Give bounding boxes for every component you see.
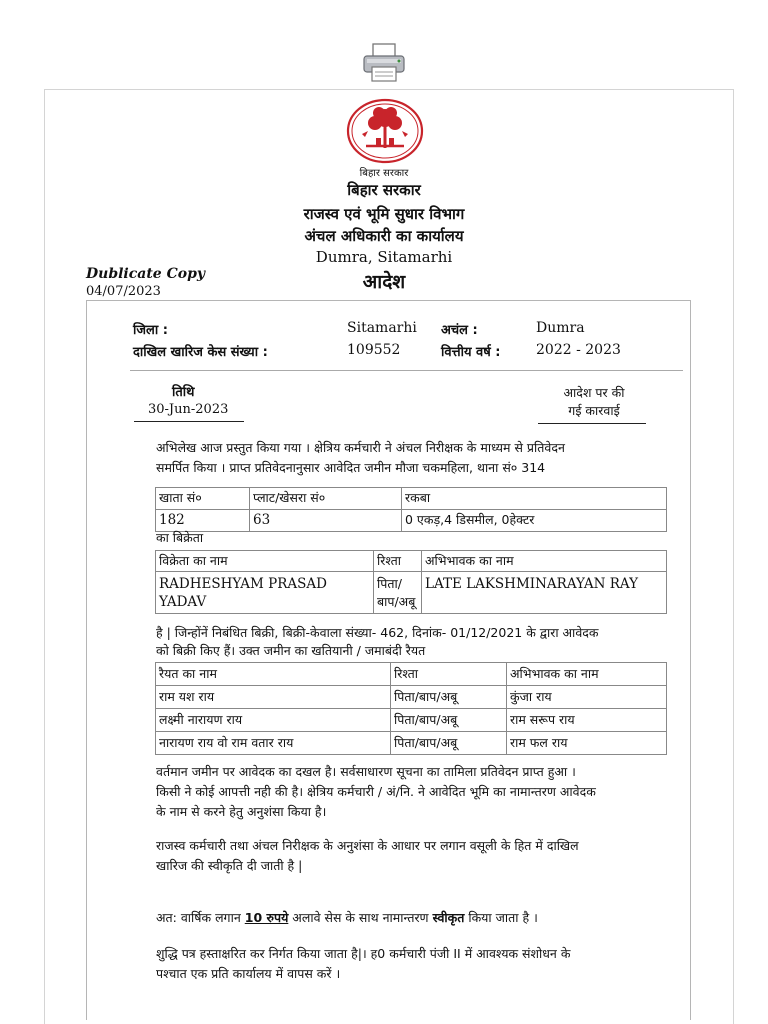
paragraph-line: शुद्धि पत्र हस्ताक्षरित कर निर्गत किया जाता है|। ह0 कर्मचारी पंजी II में आवश्यक संशोधन के	[156, 946, 571, 961]
table-header: रकबा	[402, 488, 667, 510]
case-number-label: दाखिल खारिज केस संख्या :	[133, 345, 268, 360]
table-header-row	[156, 551, 667, 572]
paragraph-possession	[156, 762, 596, 822]
action-line-1: आदेश पर की	[563, 385, 625, 400]
paragraph-line: को बिक्री किए हैं। उक्त जमीन का खतियानी / जमाबंदी रैयत	[156, 643, 426, 658]
paragraph-correction	[156, 944, 570, 984]
table-header: रिश्ता	[391, 663, 507, 686]
date-underline	[134, 421, 244, 422]
government-title: बिहार सरकार	[347, 181, 421, 199]
office-title: अंचल अधिकारी का कार्यालय	[304, 227, 464, 245]
raiyat-relation: पिता/बाप/अबू	[391, 732, 507, 755]
seller-relation: पिता/बाप/अबू	[374, 572, 422, 614]
table-row	[156, 572, 667, 614]
paragraph-line: के नाम से करने हेतु अनुशंसा किया है।	[156, 804, 327, 819]
circle-label: अचंल :	[441, 323, 478, 338]
case-number-value: 109552	[347, 342, 401, 358]
district-label: जिला :	[133, 323, 168, 338]
table-row	[156, 732, 667, 755]
duplicate-copy-label: Dublicate Copy	[86, 266, 205, 282]
table-header: रैयत का नाम	[156, 663, 391, 686]
raiyat-guardian: राम सरूप राय	[507, 709, 667, 732]
paragraph-line: है | जिन्होंनें निबंधित बिक्री, बिक्री-केवाला संख्या- 462, दिनांक- 01/12/2021 के द्वारा आवेदक	[156, 625, 599, 640]
seller-table	[155, 550, 667, 614]
raiyat-relation: पिता/बाप/अबू	[391, 709, 507, 732]
table-row	[156, 709, 667, 732]
paragraph-line: समर्पित किया । प्राप्त प्रतिवेदनानुसार आवेदित जमीन मौजा चकमहिला, थाना सं० 314	[156, 460, 546, 475]
paragraph-record	[156, 438, 565, 478]
table-header: प्लाट/खेसरा सं०	[250, 488, 402, 510]
paragraph-line: अभिलेख आज प्रस्तुत किया गया । क्षेत्रिय कर्मचारी ने अंचल निरीक्षक के माध्यम से प्रतिवेदन	[156, 440, 565, 455]
printer-icon[interactable]	[361, 42, 407, 84]
order-title: आदेश	[362, 271, 406, 293]
table-header: अभिभावक का नाम	[507, 663, 667, 686]
paragraph-line: पश्चात एक प्रति कार्यालय में वापस करें ।	[156, 966, 341, 981]
action-taken-label	[534, 384, 654, 420]
paragraph-line: किसी ने कोई आपत्ती नही की है। क्षेत्रिय कर्मचारी / अं/नि. ने आवेदित भूमि का नामान्तरण आवेदक	[156, 784, 596, 799]
paragraph-sale-deed	[156, 624, 599, 660]
seller-name: RADHESHYAM PRASAD YADAV	[156, 572, 374, 614]
table-row	[156, 510, 667, 532]
table-header-row	[156, 488, 667, 510]
table-row	[156, 686, 667, 709]
raiyat-guardian: कुंजा राय	[507, 686, 667, 709]
department-title: राजस्व एवं भूमि सुधार विभाग	[303, 205, 465, 223]
circle-value: Dumra	[536, 320, 585, 336]
paragraph-line: खारिज की स्वीकृति दी जाती है |	[156, 858, 303, 873]
date-label: तिथि	[172, 385, 195, 400]
financial-year-label: वित्तीय वर्ष :	[441, 345, 501, 360]
paragraph-line: वर्तमान जमीन पर आवेदक का दखल है। सर्वसाधारण सूचना का तामिला प्रतिवेदन प्राप्त हुआ ।	[156, 764, 576, 779]
paragraph-mutation-accepted	[156, 908, 538, 928]
rent-amount: 10 रुपये	[244, 910, 289, 925]
seller-guardian: LATE LAKSHMINARAYAN RAY	[422, 572, 667, 614]
office-location: Dumra, Sitamarhi	[315, 248, 453, 266]
raiyat-name: राम यश राय	[156, 686, 391, 709]
area-value: 0 एकड़,4 डिसमील, 0हेक्टर	[402, 510, 667, 532]
table-header: खाता सं०	[156, 488, 250, 510]
action-line-2: गई कारवाई	[568, 403, 620, 418]
table-header: विक्रेता का नाम	[156, 551, 374, 572]
text-segment: किया जाता है ।	[464, 910, 538, 925]
raiyat-table	[155, 662, 667, 755]
order-date: 30-Jun-2023	[148, 402, 229, 417]
table-header: अभिभावक का नाम	[422, 551, 667, 572]
table-header: रिश्ता	[374, 551, 422, 572]
financial-year-value: 2022 - 2023	[536, 342, 621, 358]
seller-intro: का बिक्रेता	[156, 530, 204, 545]
paragraph-recommendation	[156, 836, 579, 876]
land-table	[155, 487, 667, 532]
duplicate-copy-date: 04/07/2023	[86, 284, 161, 299]
raiyat-name: नारायण राय वो राम वतार राय	[156, 732, 391, 755]
plot-number: 63	[250, 510, 402, 532]
action-underline	[538, 423, 646, 424]
accepted-word: स्वीकृत	[432, 910, 465, 925]
table-header-row	[156, 663, 667, 686]
district-value: Sitamarhi	[347, 320, 417, 336]
raiyat-name: लक्ष्मी नारायण राय	[156, 709, 391, 732]
section-divider	[130, 370, 683, 371]
raiyat-guardian: राम फल राय	[507, 732, 667, 755]
seal-caption: बिहार सरकार	[359, 168, 409, 179]
paragraph-line: राजस्व कर्मचारी तथा अंचल निरीक्षक के अनुशंसा के आधार पर लगान वसूली के हित में दाखिल	[156, 838, 579, 853]
text-segment: अलावे सेस के साथ नामान्तरण	[288, 910, 433, 925]
bihar-emblem-icon	[346, 98, 424, 164]
raiyat-relation: पिता/बाप/अबू	[391, 686, 507, 709]
text-segment: अत: वार्षिक लगान	[156, 910, 245, 925]
khata-number: 182	[156, 510, 250, 532]
